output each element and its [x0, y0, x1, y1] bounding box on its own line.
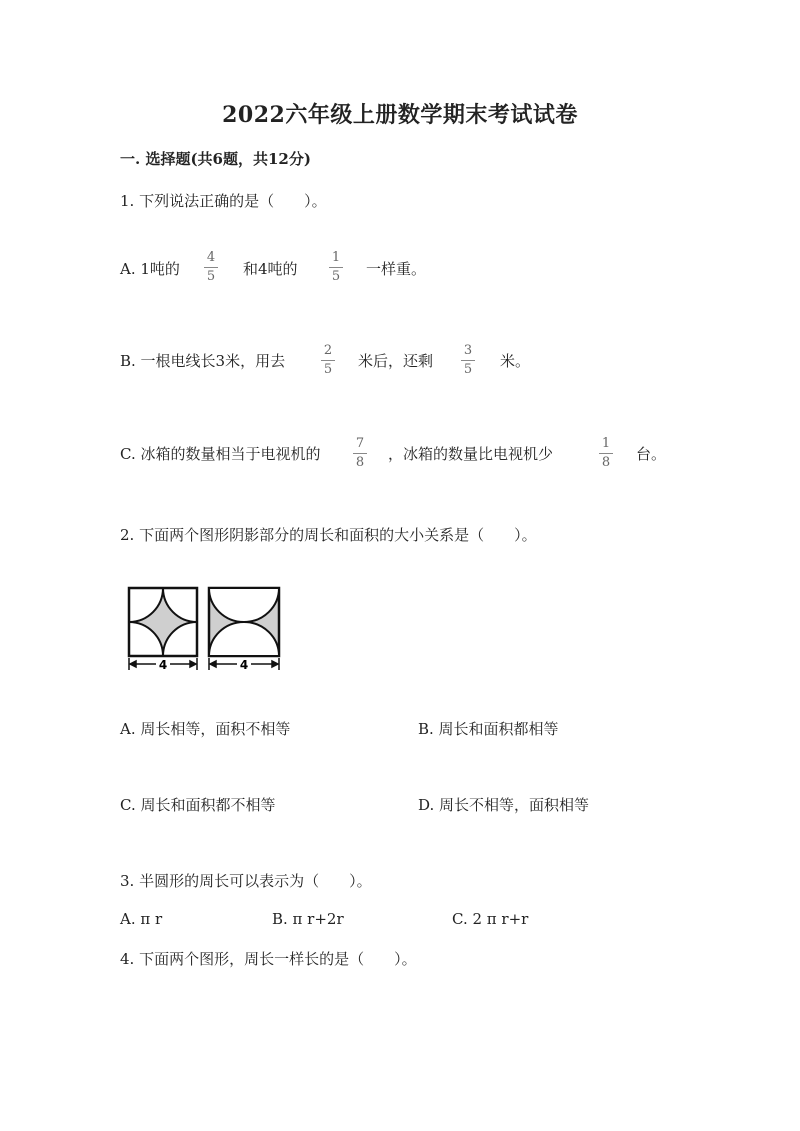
fraction-bar	[461, 360, 475, 361]
q1-option-a-text-3: 一样重。	[366, 260, 427, 278]
fraction-numerator: 1	[601, 436, 611, 451]
q1-option-c-fraction-1	[350, 436, 370, 471]
fraction-numerator: 7	[355, 436, 365, 451]
question-4-stem: 4. 下面两个图形，周长一样长的是（ ）。	[120, 950, 417, 968]
question-1-stem: 1. 下列说法正确的是（ ）。	[120, 192, 327, 210]
q1-option-a-text-1: A. 1吨的	[120, 260, 180, 278]
fraction-numerator: 3	[463, 343, 473, 358]
fraction-numerator: 4	[206, 250, 216, 265]
figure-1-length-label: 4	[158, 658, 168, 672]
q2-option-d: D. 周长不相等，面积相等	[418, 796, 590, 814]
fraction-numerator: 2	[323, 343, 333, 358]
question-2-stem: 2. 下面两个图形阴影部分的周长和面积的大小关系是（ ）。	[120, 526, 537, 544]
q1-option-b-text-2: 米后，还剩	[358, 352, 434, 370]
q1-option-b-text-1: B. 一根电线长3米，用去	[120, 352, 286, 370]
fraction-denominator: 5	[323, 362, 333, 377]
fraction-bar	[353, 453, 367, 454]
q1-option-c-text-1: C. 冰箱的数量相当于电视机的	[120, 445, 321, 463]
fraction-denominator: 5	[463, 362, 473, 377]
fraction-bar	[329, 267, 343, 268]
fraction-bar	[321, 360, 335, 361]
q1-option-b-fraction-2	[458, 343, 478, 378]
section-heading: 一. 选择题(共6题，共12分)	[120, 150, 311, 168]
q2-option-b: B. 周长和面积都相等	[418, 720, 559, 738]
fraction-denominator: 8	[601, 455, 611, 470]
q1-option-a-text-2: 和4吨的	[243, 260, 298, 278]
figure-2-length-label: 4	[239, 658, 249, 672]
q2-option-a: A. 周长相等，面积不相等	[120, 720, 291, 738]
q1-option-b-fraction-1	[318, 343, 338, 378]
fraction-denominator: 5	[331, 269, 341, 284]
q1-option-a-fraction-1	[201, 250, 221, 285]
fraction-bar	[599, 453, 613, 454]
q1-option-c-text-2: ，冰箱的数量比电视机少	[388, 445, 554, 463]
fraction-bar	[204, 267, 218, 268]
question-3-stem: 3. 半圆形的周长可以表示为（ ）。	[120, 872, 372, 890]
q3-option-c: C. 2 π r+r	[452, 910, 529, 928]
q1-option-c-text-3: 台。	[636, 445, 667, 463]
q3-option-b: B. π r+2r	[272, 910, 344, 928]
figure-2-square-two-semicircles	[209, 588, 279, 656]
q2-option-c: C. 周长和面积都不相等	[120, 796, 276, 814]
fraction-denominator: 8	[355, 455, 365, 470]
q3-option-a: A. π r	[120, 910, 163, 928]
fraction-numerator: 1	[331, 250, 341, 265]
q2-figures	[124, 584, 284, 674]
q1-option-c-fraction-2	[596, 436, 616, 471]
figure-1-square-four-quarter-circles	[129, 588, 197, 656]
fraction-denominator: 5	[206, 269, 216, 284]
page-title: 2022六年级上册数学期末考试试卷	[222, 102, 578, 128]
q1-option-b-text-3: 米。	[500, 352, 531, 370]
q1-option-a-fraction-2	[326, 250, 346, 285]
